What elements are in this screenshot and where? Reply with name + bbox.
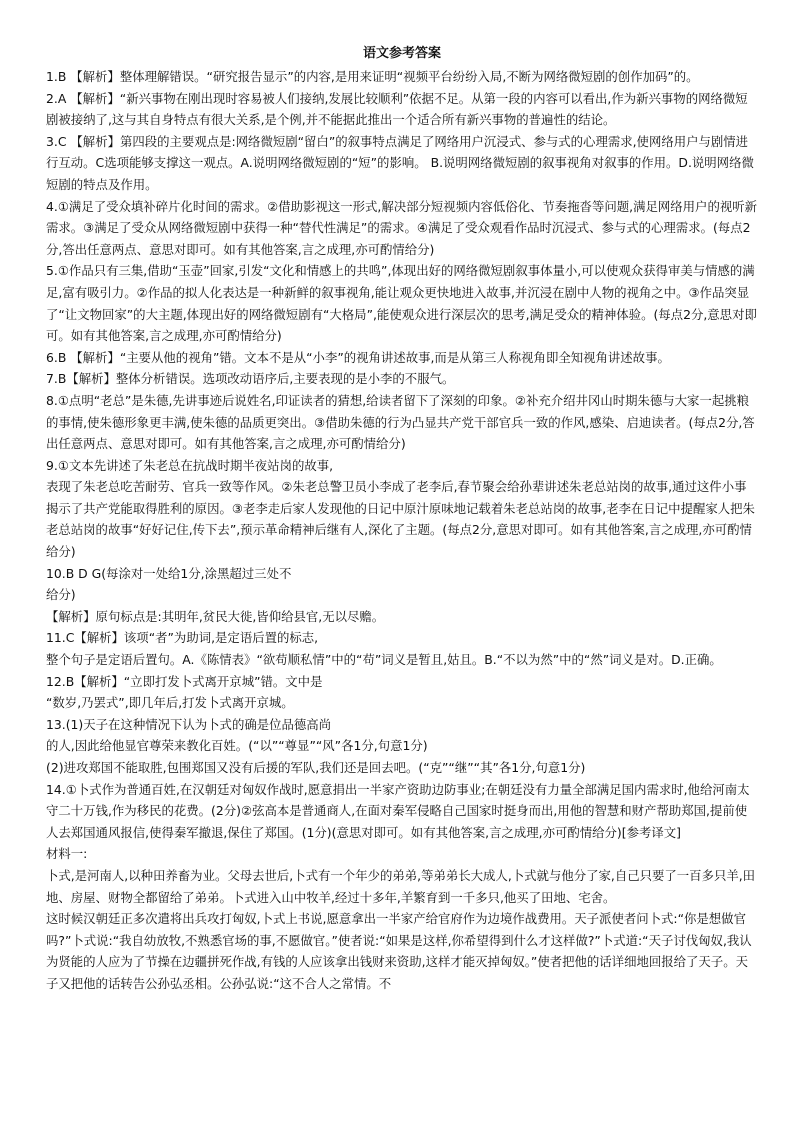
answer-paragraph: 表现了朱老总吃苦耐劳、官兵一致等作风。②朱老总警卫员小李成了老李后,春节聚会给孙辈讲述朱老总站岗的故事,通过这件小事揭示了共产党能取得胜利的原因。③老李走后家人发现他的日记中原汁原味地记载着朱老总站岗的故事,老李在日记中提醒家人把朱老总站岗的故事“好好记住,传下去”,预示革命精神后继有人,深化了主题。(每点2分,意思对即可。如有其他答案,言之成理,亦可酌情给分) xyxy=(46,479,755,560)
answer-paragraph: 4.①满足了受众填补碎片化时间的需求。②借助影视这一形式,解决部分短视频内容低俗化、节奏拖沓等问题,满足网络用户的视听新需求。③满足了受众从网络微短剧中获得一种“替代性满足”的需求。④满足了受众观看作品时沉浸式、参与式的心理需求。(每点2分,答出任意两点、意思对即可。如有其他答案,言之成理,亦可酌情给分) xyxy=(46,198,758,257)
document-title: 语文参考答案 xyxy=(362,46,441,61)
answer-paragraph: 【解析】原句标点是:其明年,贫民大徙,皆仰给县官,无以尽赡。 xyxy=(46,608,385,624)
answer-paragraph: 8.①点明“老总”是朱德,先讲事迹后说姓名,印证读者的猜想,给读者留下了深刻的印象。②补充介绍井冈山时期朱德与大家一起挑粮的事情,使朱德形象更丰满,使朱德的品质更突出。③借助朱德的行为凸显共产党干部官兵一致的作风,感染、启迪读者。(每点2分,答出任意两点、意思对即可。如有其他答案,言之成理,亦可酌情给分) xyxy=(46,392,755,452)
document-body xyxy=(46,66,758,995)
answer-paragraph: 2.A 【解析】“新兴事物在刚出现时容易被人们接纳,发展比较顺利”依据不足。从第一段的内容可以看出,作为新兴事物的网络微短剧被接纳了,这与其自身特点有很大关系,是个例,并不能据此推出一个适合所有新兴事物的普遍性的结论。 xyxy=(46,90,748,128)
answer-paragraph: 10.B D G(每涂对一处给1分,涂黑超过三处不 xyxy=(46,565,292,581)
answer-paragraph: 材料一: xyxy=(46,846,88,862)
answer-paragraph: 7.B【解析】整体分析错误。选项改动语序后,主要表现的是小李的不服气。 xyxy=(46,371,455,387)
answer-paragraph: 9.①文本先讲述了朱老总在抗战时期半夜站岗的故事, xyxy=(46,457,334,473)
answer-paragraph: 14.①卜式作为普通百姓,在汉朝廷对匈奴作战时,愿意捐出一半家产资助边防事业;在朝廷没有力量全部满足国内需求时,他给河南太守二十万钱,作为移民的花费。(2分)②弦高本是普通商人,在面对秦军侵略自己国家时挺身而出,用他的智慧和财产帮助郑国,提前使人去郑国通风报信,使得秦军撤退,保住了郑国。(1分)(意思对即可。如有其他答案,言之成理,亦可酌情给分)[参考译文] xyxy=(46,781,750,840)
answer-paragraph: 12.B【解析】“立即打发卜式离开京城”错。文中是 xyxy=(46,673,323,689)
answer-paragraph: 1.B 【解析】整体理解错误。“研究报告显示”的内容,是用来证明“视频平台纷纷入局,不断为网络微短剧的创作加码”的。 xyxy=(46,69,699,84)
answer-paragraph: 3.C 【解析】第四段的主要观点是:网络微短剧“留白”的叙事特点满足了网络用户沉浸式、参与式的心理需求,使网络用户与剧情进行互动。C选项能够支撑这一观点。A.说明网络微短剧的“短”的影响。 B.说明网络微短剧的叙事视角对叙事的作用。D.说明网络微短剧的特点及作用。 xyxy=(46,133,754,192)
answer-paragraph: 的人,因此给他显官尊荣来教化百姓。(“以”“尊显”“风”各1分,句意1分) xyxy=(46,738,428,754)
answer-paragraph: “数岁,乃罢式”,即几年后,打发卜式离开京城。 xyxy=(46,695,294,711)
answer-paragraph: 这时候汉朝廷正多次遣将出兵攻打匈奴,卜式上书说,愿意拿出一半家产给官府作为边境作战费用。天子派使者问卜式:“你是想做官吗?”卜式说:“我自幼放牧,不熟悉官场的事,不愿做官。”使者说:“如果是这样,你希望得到什么才这样做?”卜式道:“天子讨伐匈奴,我认为贤能的人应为了节操在边疆拼死作战,有钱的人应该拿出钱财来资助,这样才能灭掉匈奴。”使者把他的话详细地回报给了天子。天子又把他的话转告公孙弘丞相。公孙弘说:“这不合人之常情。不 xyxy=(46,911,752,991)
answer-paragraph: 6.B 【解析】“主要从他的视角”错。文本不是从“小李”的视角讲述故事,而是从第三人称视角即全知视角讲述故事。 xyxy=(46,349,670,365)
answer-paragraph: 卜式,是河南人,以种田养畜为业。父母去世后,卜式有一个年少的弟弟,等弟弟长大成人,卜式就与他分了家,自己只要了一百多只羊,田地、房屋、财物全都留给了弟弟。卜式进入山中牧羊,经过十多年,羊繁育到一千多只,他买了田地、宅舍。 xyxy=(46,867,756,905)
answer-paragraph: 整个句子是定语后置句。A.《陈情表》“欲苟顺私情”中的“苟”词义是暂且,姑且。B.“不以为然”中的“然”词义是对。D.正确。 xyxy=(46,652,722,668)
answer-paragraph: (2)进攻郑国不能取胜,包围郑国又没有后援的军队,我们还是回去吧。(“克”“继”“其”各1分,句意1分) xyxy=(46,760,586,775)
answer-paragraph: 13.(1)天子在这种情况下认为卜式的确是位品德高尚 xyxy=(46,716,332,732)
answer-paragraph: 给分) xyxy=(46,587,76,603)
answer-paragraph: 11.C【解析】该项“者”为助词,是定语后置的标志, xyxy=(46,630,319,646)
answer-paragraph: 5.①作品只有三集,借助“玉壶”回家,引发“文化和情感上的共鸣”,体现出好的网络微短剧叙事体量小,可以使观众获得审美与情感的满足,富有吸引力。②作品的拟人化表达是一种新鲜的叙事视角,能让观众更快地进入故事,并沉浸在剧中人物的视角之中。③作品突显了“让文物回家”的大主题,体现出好的网络微短剧有“大格局”,能使观众进行深层次的思考,满足受众的精神体验。(每点2分,意思对即可。如有其他答案,言之成理,亦可酌情给分) xyxy=(46,263,757,344)
